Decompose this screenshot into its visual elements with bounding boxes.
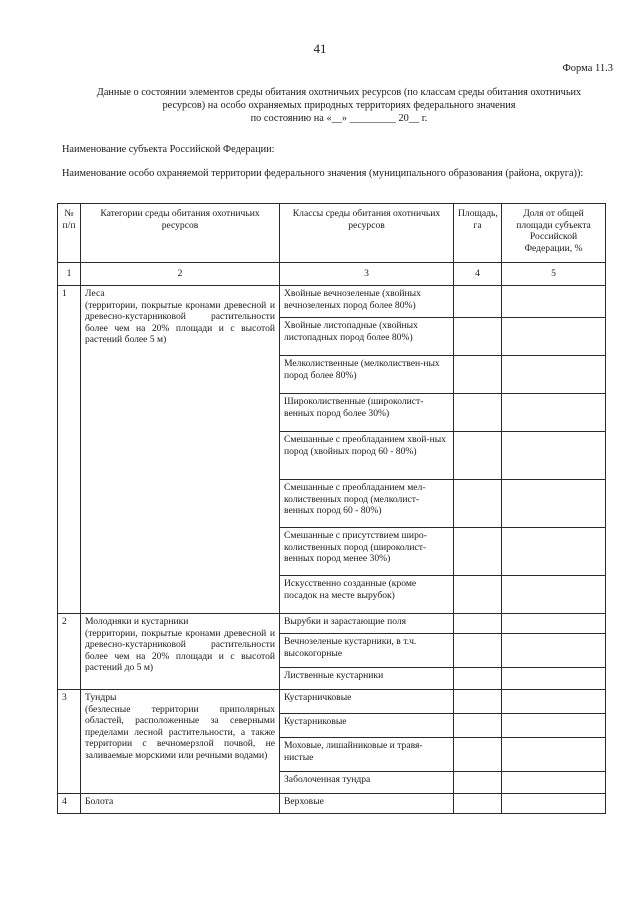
share-cell[interactable]	[502, 714, 606, 738]
share-cell[interactable]	[502, 432, 606, 480]
header-share: Доля от общей площади субъекта Российской Федерации, %	[502, 204, 606, 263]
column-number: 4	[454, 263, 502, 286]
share-cell[interactable]	[502, 738, 606, 772]
category-description: (территории, покрытые кронами древесной и древесно-кустарниковой растительности более чем на 20% площади и с высотой растений до 5 м)	[85, 627, 275, 674]
area-cell[interactable]	[454, 318, 502, 356]
habitat-class-cell: Широколиственные (широколист-венных пород более 30%)	[280, 394, 454, 432]
share-cell[interactable]	[502, 480, 606, 528]
territory-field-label: Наименование особо охраняемой территории федерального значения (муниципального образования (района, округа)):	[62, 168, 584, 179]
category-cell	[81, 794, 280, 814]
table-header-row	[58, 204, 606, 263]
habitat-class-cell: Моховые, лишайниковые и травя-нистые	[280, 738, 454, 772]
row-number: 1	[58, 286, 81, 614]
column-number: 2	[81, 263, 280, 286]
habitat-table	[57, 203, 606, 814]
area-cell[interactable]	[454, 634, 502, 668]
category-cell	[81, 614, 280, 690]
area-cell[interactable]	[454, 772, 502, 794]
habitat-class-cell: Хвойные листопадные (хвойных листопадных пород более 80%)	[280, 318, 454, 356]
share-cell[interactable]	[502, 576, 606, 614]
document-title	[78, 87, 600, 125]
habitat-class-cell: Смешанные с преобладанием хвой-ных пород (хвойных пород 60 - 80%)	[280, 432, 454, 480]
category-cell	[81, 286, 280, 614]
share-cell[interactable]	[502, 690, 606, 714]
habitat-class-cell: Верховые	[280, 794, 454, 814]
column-number: 1	[58, 263, 81, 286]
habitat-class-cell: Смешанные с преобладанием мел-колиственных пород (мелколист-венных пород 60 - 80%)	[280, 480, 454, 528]
share-cell[interactable]	[502, 772, 606, 794]
column-number-row	[58, 263, 606, 286]
area-cell[interactable]	[454, 576, 502, 614]
category-name: Болота	[85, 796, 114, 807]
habitat-class-cell: Кустарничковые	[280, 690, 454, 714]
header-class: Классы среды обитания охотничьих ресурсов	[280, 204, 454, 263]
category-description: (территории, покрытые кронами древесной и древесно-кустарниковой растительности более чем на 20% площади и с высотой растений более 5 м)	[85, 299, 275, 346]
area-cell[interactable]	[454, 286, 502, 318]
habitat-class-cell: Искусственно созданные (кроме посадок на месте вырубок)	[280, 576, 454, 614]
share-cell[interactable]	[502, 634, 606, 668]
share-cell[interactable]	[502, 286, 606, 318]
table-row	[58, 794, 606, 814]
row-number: 2	[58, 614, 81, 690]
table-body	[58, 286, 606, 814]
category-name: Тундры	[85, 692, 117, 703]
habitat-class-cell: Хвойные вечнозеленые (хвойных вечнозеленых пород более 80%)	[280, 286, 454, 318]
table-row	[58, 690, 606, 714]
share-cell[interactable]	[502, 668, 606, 690]
habitat-class-cell: Кустарниковые	[280, 714, 454, 738]
area-cell[interactable]	[454, 480, 502, 528]
share-cell[interactable]	[502, 794, 606, 814]
row-number: 3	[58, 690, 81, 794]
area-cell[interactable]	[454, 738, 502, 772]
category-cell	[81, 690, 280, 794]
habitat-class-cell: Заболоченная тундра	[280, 772, 454, 794]
header-num: № п/п	[58, 204, 81, 263]
share-cell[interactable]	[502, 394, 606, 432]
habitat-class-cell: Лиственные кустарники	[280, 668, 454, 690]
table-row	[58, 286, 606, 318]
area-cell[interactable]	[454, 714, 502, 738]
habitat-class-cell: Мелколиственные (мелколиствен-ных пород более 80%)	[280, 356, 454, 394]
title-line-3: по состоянию на «__» _________ 20__ г.	[250, 112, 428, 124]
title-line-1: Данные о состоянии элементов среды обитания охотничьих ресурсов (по классам среды обитания охотничьих	[96, 87, 582, 98]
share-cell[interactable]	[502, 614, 606, 634]
category-description: (безлесные территории приполярных областей, расположенные за северными пределами лесной растительности, а также территории с вечномерзлой почвой, не заливаемые морскими или речными водами)	[85, 703, 275, 761]
area-cell[interactable]	[454, 668, 502, 690]
form-label: Форма 11.3	[562, 63, 613, 74]
area-cell[interactable]	[454, 528, 502, 576]
habitat-class-cell: Вечнозеленые кустарники, в т.ч. высокогорные	[280, 634, 454, 668]
category-name: Молодняки и кустарники	[85, 616, 189, 627]
area-cell[interactable]	[454, 432, 502, 480]
habitat-class-cell: Вырубки и зарастающие поля	[280, 614, 454, 634]
area-cell[interactable]	[454, 394, 502, 432]
title-line-2: ресурсов) на особо охраняемых природных территориях федерального значения	[162, 99, 516, 111]
area-cell[interactable]	[454, 794, 502, 814]
habitat-class-cell: Смешанные с присутствием широ-колиственных пород (широколист-венных пород менее 30%)	[280, 528, 454, 576]
header-category: Категории среды обитания охотничьих ресурсов	[81, 204, 280, 263]
row-number: 4	[58, 794, 81, 814]
table-row	[58, 614, 606, 634]
area-cell[interactable]	[454, 690, 502, 714]
area-cell[interactable]	[454, 356, 502, 394]
column-number: 3	[280, 263, 454, 286]
page-number: 41	[313, 41, 327, 56]
share-cell[interactable]	[502, 318, 606, 356]
share-cell[interactable]	[502, 356, 606, 394]
column-number: 5	[502, 263, 606, 286]
share-cell[interactable]	[502, 528, 606, 576]
subject-field-label: Наименование субъекта Российской Федерации:	[62, 144, 275, 155]
category-name: Леса	[85, 288, 105, 299]
area-cell[interactable]	[454, 614, 502, 634]
header-area: Площадь, га	[454, 204, 502, 263]
